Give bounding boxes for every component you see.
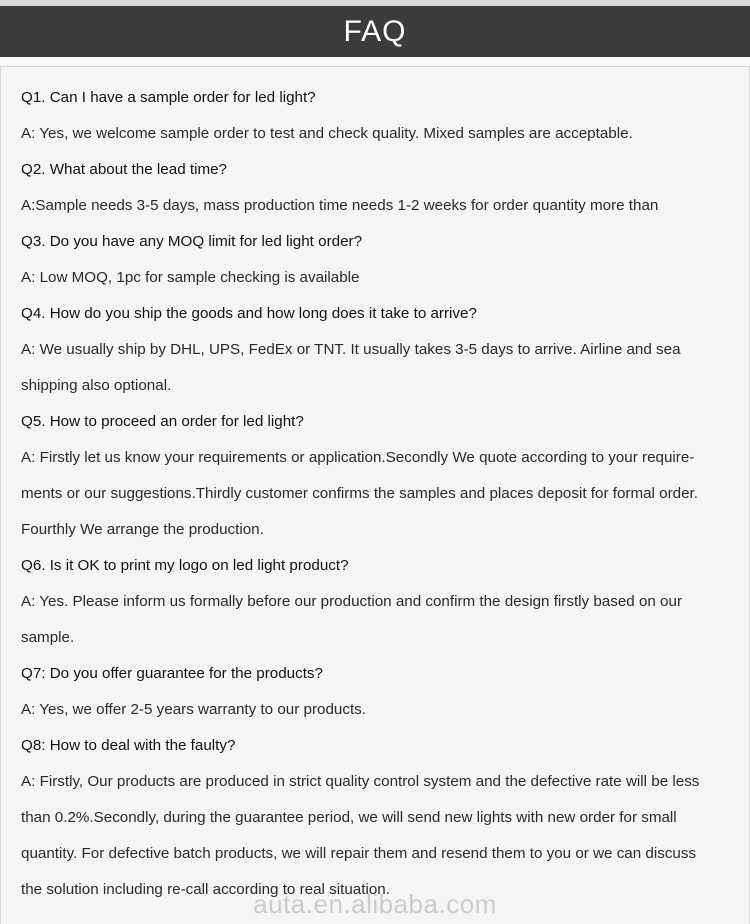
faq-answer-6-line-2: sample.: [21, 629, 75, 646]
faq-item-3: [21, 224, 741, 296]
faq-item-4: [21, 296, 741, 404]
page-title: FAQ: [343, 14, 407, 48]
faq-item-5: [21, 404, 741, 548]
faq-answer-8-line-2: than 0.2%.Secondly, during the guarantee period, we will send new lights with new order for small: [21, 809, 677, 826]
watermark: auta.en.alibaba.com: [253, 889, 497, 919]
faq-question-1: Q1. Can I have a sample order for led light?: [21, 89, 316, 106]
faq-question-6: Q6. Is it OK to print my logo on led light product?: [21, 557, 349, 574]
faq-answer-6-line-1: A: Yes. Please inform us formally before our production and confirm the design firstly based on our: [21, 593, 683, 610]
faq-answer-4-line-2: shipping also optional.: [21, 377, 172, 394]
faq-item-1: [21, 80, 741, 152]
faq-header-bar: [0, 6, 750, 57]
faq-answer-4-line-1: A: We usually ship by DHL, UPS, FedEx or TNT. It usually takes 3-5 days to arrive. Airline and sea: [21, 341, 681, 358]
faq-answer-8-line-1: A: Firstly, Our products are produced in strict quality control system and the defective rate will be less: [21, 773, 700, 790]
faq-list: [21, 80, 741, 908]
faq-question-2: Q2. What about the lead time?: [21, 161, 227, 178]
faq-answer-2-line-1: A:Sample needs 3-5 days, mass production time needs 1-2 weeks for order quantity more than: [21, 197, 659, 214]
faq-answer-5-line-2: ments or our suggestions.Thirdly customer confirms the samples and places deposit for formal order.: [21, 485, 698, 502]
faq-answer-3-line-1: A: Low MOQ, 1pc for sample checking is available: [21, 269, 360, 286]
faq-question-4: Q4. How do you ship the goods and how long does it take to arrive?: [21, 305, 477, 322]
faq-question-3: Q3. Do you have any MOQ limit for led light order?: [21, 233, 363, 250]
faq-answer-7-line-1: A: Yes, we offer 2-5 years warranty to our products.: [21, 701, 366, 718]
faq-item-2: [21, 152, 741, 224]
faq-answer-5-line-3: Fourthly We arrange the production.: [21, 521, 264, 538]
faq-item-7: [21, 656, 741, 728]
faq-question-5: Q5. How to proceed an order for led light?: [21, 413, 304, 430]
faq-question-8: Q8: How to deal with the faulty?: [21, 737, 236, 754]
faq-item-8: [21, 728, 741, 908]
faq-answer-8-line-3: quantity. For defective batch products, we will repair them and resend them to you or we can discuss: [21, 845, 697, 862]
faq-question-7: Q7: Do you offer guarantee for the products?: [21, 665, 323, 682]
faq-answer-8-line-4: the solution including re-call according to real situation.: [21, 881, 390, 898]
faq-answer-1-line-1: A: Yes, we welcome sample order to test and check quality. Mixed samples are acceptable.: [21, 125, 633, 142]
faq-item-6: [21, 548, 741, 656]
faq-answer-5-line-1: A: Firstly let us know your requirements or application.Secondly We quote according to your require-: [21, 449, 695, 466]
